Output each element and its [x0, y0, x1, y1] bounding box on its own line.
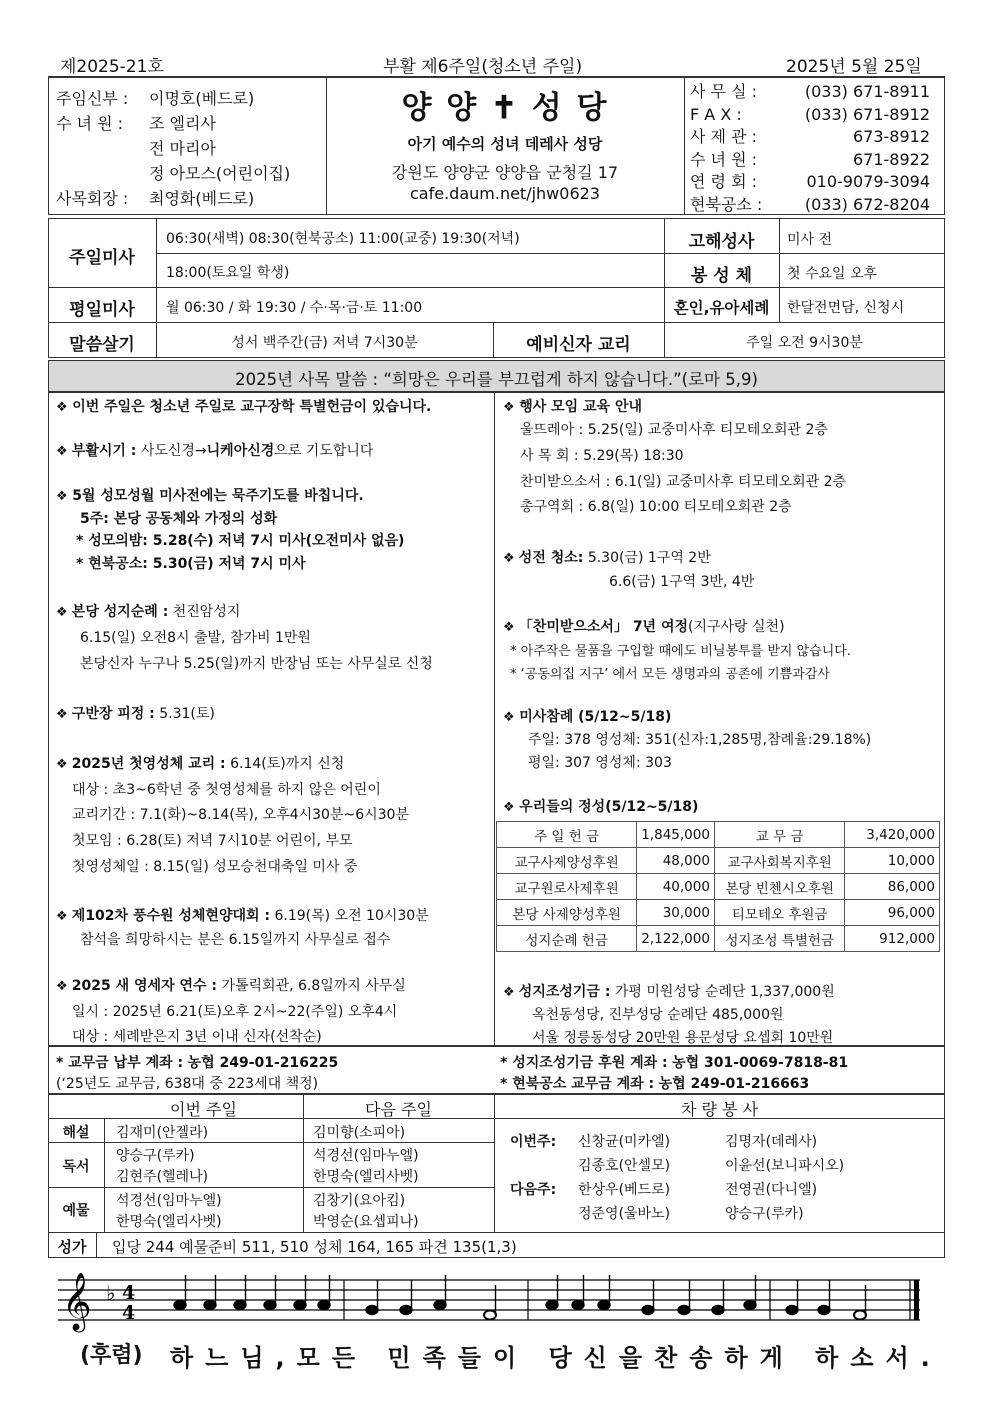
notice-easter-creed: ❖ 부활시기 : 사도신경→니케아신경으로 기도합니다 — [56, 440, 373, 460]
duty-role-reading: 독서 — [62, 1159, 90, 1175]
reading-next-1: 석경선(임마누엘) — [313, 1148, 419, 1164]
refrain-label: (후렴) — [80, 1343, 143, 1368]
notice-attendance: ❖ 미사참례 (5/12~5/18) — [503, 706, 671, 726]
vehicle-service-title: 차 량 봉 사 — [680, 1100, 759, 1119]
duty-role-commentary: 해설 — [62, 1125, 90, 1141]
catechumen-value: 주일 오전 9시30분 — [746, 335, 863, 351]
parish-name: 양 양 ✝ 성 당 — [401, 90, 609, 126]
parish-subtitle: 아기 예수의 성녀 데레사 성당 — [407, 135, 603, 153]
laudato-plastic: * 아주작은 물품을 구입할 때에도 비닐봉투를 받지 않습니다. — [510, 644, 851, 659]
vehicle-this-1: 신창균(미카엘) — [578, 1134, 671, 1150]
issue-number: 제2025-21호 — [60, 57, 164, 77]
svg-text:4: 4 — [122, 1302, 136, 1324]
table-row: 주 일 헌 금 1,845,000 교 무 금 3,420,000 — [497, 822, 940, 848]
this-week-header: 이번 주일 — [170, 1100, 237, 1119]
vehicle-this-2: 김명자(데레사) — [725, 1134, 818, 1150]
pilgrimage-signup: 본당신자 누구나 5.25(일)까지 반장님 또는 사무실로 신청 — [80, 656, 433, 672]
parish-cafe-link[interactable]: cafe.daum.net/jhw0623 — [410, 184, 600, 203]
offering-this-2: 한명숙(엘리사벳) — [116, 1214, 222, 1230]
attendance-weekday: 평일: 307 영성체: 303 — [528, 755, 672, 771]
holy-site-account: * 성지조성기금 후원 계좌 : 농협 301-0069-7818-81 — [500, 1055, 849, 1071]
notice-rosary-week: 5주: 본당 공동체와 가정의 성화 — [80, 511, 278, 527]
wedding-baptism-label: 혼인,유아세례 — [673, 299, 770, 317]
table-row: 성지순례 헌금 2,122,000 성지조성 특별헌금 912,000 — [497, 926, 940, 952]
staff-list: 주임신부 : 이명호(베드로) 수 녀 원 : 조 엘리사 전 마리아 정 아모스(어린이집) 사목회장 : 최영화(베드로) — [56, 89, 291, 208]
saturday-student-mass: 18:00(토요일 학생) — [166, 265, 290, 281]
vehicle-next-4: 양승구(루카) — [725, 1206, 804, 1222]
event-pastoral-council: 사 목 회 : 5.29(목) 18:30 — [520, 448, 684, 464]
tithe-account: * 교무금 납부 계좌 : 농협 249-01-216225 — [56, 1055, 339, 1071]
attendance-sunday: 주일: 378 영성체: 351(신자:1,285명,참례율:29.18%) — [528, 732, 872, 748]
notice-holy-site-fund: ❖ 성지조성기금 : 가평 미원성당 순례단 1,337,000원 — [503, 981, 835, 1001]
refrain-music-staff — [58, 1262, 922, 1340]
event-district-meeting: 총구역회 : 6.8(일) 10:00 티모테오회관 2층 — [520, 499, 792, 515]
occasion-title: 부활 제6주일(청소년 주일) — [383, 57, 583, 77]
communion-target: 대상 : 초3~6학년 중 첫영성체를 하지 않은 어린이 — [72, 782, 381, 798]
vehicle-next-3: 정준영(울바노) — [578, 1206, 671, 1222]
hymn-label: 성가 — [57, 1238, 87, 1256]
pastoral-motto: 2025년 사목 말씀 : “희망은 우리를 부끄럽게 하지 않습니다.”(로마 5,9) — [235, 370, 758, 389]
communion-label: 봉 성 체 — [690, 266, 753, 286]
offering-next-2: 박영순(요셉피나) — [313, 1214, 419, 1230]
vehicle-this-3: 김종호(안셀모) — [578, 1158, 671, 1174]
next-week-header: 다음 주일 — [365, 1100, 432, 1119]
vehicle-next-label: 다음주: — [510, 1182, 557, 1198]
table-row: 교구원로사제후원 40,000 본당 빈첸시오후원 86,000 — [497, 874, 940, 900]
svg-text:♭: ♭ — [106, 1281, 116, 1305]
catechumen-label: 예비신자 교리 — [526, 335, 631, 355]
notice-neophyte-training: ❖ 2025 새 영세자 연수 : 가톨릭회관, 6.8일까지 사무실 — [56, 975, 406, 995]
refrain-lyrics: 하느님,모든 민족들이 당신을찬송하게 하소서. — [170, 1344, 942, 1372]
laudato-coexistence: * ‘공동의집 지구’ 에서 모든 생명과의 공존에 기쁨과감사 — [510, 667, 830, 682]
training-date: 일시 : 2025년 6.21(토)오후 2시~22(주일) 오후4시 — [72, 1004, 398, 1020]
vehicle-next-1: 한상우(베드로) — [578, 1182, 671, 1198]
confession-label: 고해성사 — [688, 232, 755, 252]
event-ultreya: 울뜨레아 : 5.25(일) 교중미사후 티모테오회관 2층 — [520, 422, 828, 438]
commentary-this: 김재미(안젤라) — [116, 1125, 209, 1141]
event-laudato-si: 찬미받으소서 : 6.1(일) 교중미사후 티모테오회관 2층 — [520, 474, 847, 490]
sunday-mass-label: 주일미사 — [69, 248, 135, 268]
notice-rosary: ❖ 5월 성모성월 미사전에는 묵주기도를 바칩니다. — [56, 485, 364, 505]
notice-laudato-journey: ❖ 「찬미받으소서」 7년 여정(지구사랑 실천) — [503, 616, 785, 636]
hymn-numbers: 입당 244 예물준비 511, 510 성체 164, 165 파견 135(1,3) — [112, 1238, 517, 1256]
vehicle-next-2: 전영권(다니엘) — [725, 1182, 818, 1198]
notice-first-communion: ❖ 2025년 첫영성체 교리 : 6.14(토)까지 신청 — [56, 753, 344, 773]
word-living-value: 성서 백주간(금) 저녁 7시30분 — [231, 335, 418, 351]
communion-period: 교리기간 : 7.1(화)~8.14(목), 오후4시30분~6시30분 — [72, 807, 409, 823]
sunday-mass-times: 06:30(새벽) 08:30(현북공소) 11:00(교중) 19:30(저녁) — [166, 231, 520, 247]
offering-next-1: 김창기(요아킴) — [313, 1193, 406, 1209]
weekday-mass-times: 월 06:30 / 화 19:30 / 수·목·금·토 11:00 — [166, 300, 423, 316]
confession-value: 미사 전 — [787, 232, 833, 248]
vehicle-this-label: 이번주: — [510, 1134, 557, 1150]
training-target: 대상 : 세례받은지 3년 이내 신자(선착순) — [72, 1029, 322, 1045]
offering-this-1: 석경선(임마누엘) — [116, 1193, 222, 1209]
notice-youth-sunday: ❖ 이번 주일은 청소년 주일로 교구장학 특별헌금이 있습니다. — [56, 396, 431, 416]
wedding-baptism-value: 한달전면담, 신청시 — [787, 300, 905, 316]
communion-first-meeting: 첫모임 : 6.28(토) 저녁 7시10분 어린이, 부모 — [72, 833, 353, 849]
duty-role-offering: 예물 — [62, 1203, 90, 1219]
offering-table — [496, 821, 940, 952]
hyeonbuk-account: * 현북공소 교무금 계좌 : 농협 249-01-216663 — [500, 1076, 810, 1092]
pilgrimage-detail: 6.15(일) 오전8시 출발, 참가비 1만원 — [80, 630, 311, 646]
reading-next-2: 한명숙(엘리사벳) — [313, 1169, 419, 1185]
reading-this-2: 김현주(헬레나) — [116, 1169, 209, 1185]
vehicle-this-4: 이윤선(보니파시오) — [725, 1158, 845, 1174]
fund-donors-2: 서울 정릉동성당 20만원 용문성당 요셉회 10만원 — [532, 1030, 834, 1046]
notice-retreat: ❖ 구반장 피정 : 5.31(토) — [56, 703, 215, 723]
commentary-next: 김미향(소피아) — [313, 1125, 406, 1141]
svg-text:4: 4 — [122, 1282, 136, 1304]
word-living-label: 말씀살기 — [69, 335, 135, 355]
bulletin-date: 2025년 5월 25일 — [786, 57, 922, 77]
table-row: 교구사제양성후원 48,000 교구사회복지후원 10,000 — [497, 848, 940, 874]
notice-eucharistic-congress: ❖ 제102차 풍수원 성체현양대회 : 6.19(목) 오전 10시30분 — [56, 905, 429, 925]
communion-value: 첫 수요일 오후 — [787, 266, 878, 282]
parish-address: 강원도 양양군 양양읍 군청길 17 — [391, 163, 619, 182]
notice-mary-night: * 성모의밤: 5.28(수) 저녁 7시 미사(오전미사 없음) — [76, 533, 405, 549]
weekday-mass-label: 평일미사 — [69, 300, 135, 320]
tithe-note: (‘25년도 교무금, 638대 중 223세대 책정) — [56, 1076, 319, 1092]
cleaning-second-date: 6.6(금) 1구역 3반, 4반 — [609, 574, 755, 590]
reading-this-1: 양승구(루카) — [116, 1148, 195, 1164]
notice-hyeonbuk-mass: * 현북공소: 5.30(금) 저녁 7시 미사 — [76, 556, 306, 572]
congress-signup: 참석을 희망하시는 분은 6.15일까지 사무실로 접수 — [80, 932, 391, 948]
communion-date: 첫영성체일 : 8.15(일) 성모승천대축일 미사 중 — [72, 859, 358, 875]
notice-events: ❖ 행사 모임 교육 안내 — [503, 396, 642, 416]
notice-pilgrimage: ❖ 본당 성지순례 : 천진암성지 — [56, 601, 240, 621]
notice-offerings: ❖ 우리들의 정성(5/12~5/18) — [503, 796, 698, 816]
treble-clef-icon: 𝄞 — [62, 1272, 92, 1330]
fund-donors-1: 옥천동성당, 진부성당 순례단 485,000원 — [532, 1007, 784, 1023]
notice-church-cleaning: ❖ 성전 청소: 5.30(금) 1구역 2반 — [503, 547, 711, 567]
table-row: 본당 사제양성후원 30,000 티모테오 후원금 96,000 — [497, 900, 940, 926]
contact-list: 사 무 실 : (033) 671-8911 F A X : (033) 671-8912 사 제 관 : 673-8912 수 녀 원 : 671-8922 연 령 회 : 010-9079-3094 현북공소 : (033) 672-8204 — [690, 82, 930, 214]
